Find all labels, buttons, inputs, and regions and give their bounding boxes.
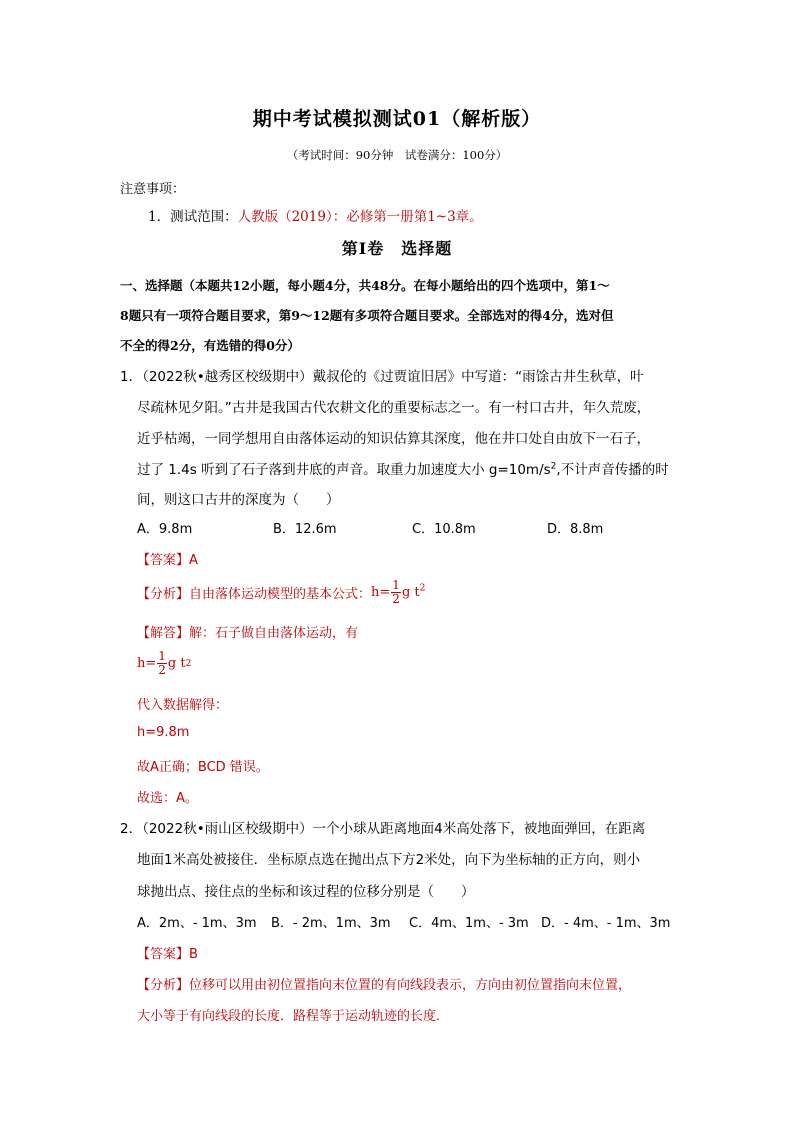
q1-substitute: 代入数据解得： xyxy=(137,698,229,713)
formula-fraction xyxy=(157,650,167,677)
q2-line-3: 球抛出点、接住点的坐标和该过程的位移分别是（ ） xyxy=(137,884,475,900)
q1-line-2: 尽疏林见夕阳。”古井是我国古代农耕文化的重要标志之一。有一村口古井，年久荒废， xyxy=(137,400,651,416)
q1-line-3: 近乎枯竭，一同学想用自由落体运动的知识估算其深度，他在井口处自由放下一石子， xyxy=(137,431,650,447)
instruction-line-1: 一、选择题（本题共12小题，每小题4分，共48分。在每小题给出的四个选项中，第1～ xyxy=(120,278,610,293)
q2-answer-value: B xyxy=(189,947,198,962)
q1-line-4 xyxy=(137,458,669,478)
formula-h: h= xyxy=(137,656,157,671)
q1-answer xyxy=(137,549,198,568)
q2-analysis-tag: 【分析】 xyxy=(137,978,190,993)
q2-line-2: 地面1米高处被接住．坐标原点选在抛出点下方2米处，向下为坐标轴的正方向，则小 xyxy=(137,852,641,868)
q1-solution-formula xyxy=(137,650,191,677)
q2-option-d: D．- 4m、- 1m、3m xyxy=(541,916,671,931)
q1-analysis-tag: 【分析】 xyxy=(137,587,190,602)
notice-heading: 注意事项： xyxy=(120,182,186,197)
q1-option-b: B．12.6m xyxy=(273,522,337,537)
q2-answer-tag: 【答案】 xyxy=(137,947,190,962)
formula-denominator: 2 xyxy=(158,663,166,677)
formula-gt: g t xyxy=(401,585,420,600)
formula-numerator: 1 xyxy=(158,649,166,663)
q1-choose: 故选：A。 xyxy=(137,791,198,806)
page-title: 期中考试模拟测试01（解析版） xyxy=(252,108,542,130)
formula-numerator: 1 xyxy=(392,578,400,592)
q1-line-4-tail: ,不计声音传播的时 xyxy=(556,462,669,478)
formula-fraction xyxy=(391,579,401,606)
q1-solution-text: 解：石子做自由落体运动，有 xyxy=(189,626,359,641)
q1-line-4-sup: 2 xyxy=(550,461,557,472)
instruction-line-3: 不全的得2分，有选错的得0分） xyxy=(120,338,300,353)
q2-option-a: A．2m、- 1m、3m xyxy=(137,916,257,931)
q2-option-c: C．4m、1m、- 3m xyxy=(409,916,529,931)
q2-option-b: B．- 2m、1m、3m xyxy=(271,916,391,931)
formula-exponent: 2 xyxy=(419,583,426,594)
notice-item-1-prefix: 1．测试范围： xyxy=(148,209,238,225)
q1-option-d: D．8.8m xyxy=(547,522,604,537)
q1-answer-value: A xyxy=(189,553,198,568)
formula-h: h= xyxy=(371,585,391,600)
q2-analysis-line-2: 大小等于有向线段的长度．路程等于运动轨迹的长度． xyxy=(137,1009,450,1024)
notice-item-1 xyxy=(148,205,483,225)
q2-analysis-line-1 xyxy=(137,974,631,993)
q2-analysis-text-1: 位移可以用由初位置指向末位置的有向线段表示，方向由初位置指向末位置， xyxy=(189,978,632,993)
instruction-line-2: 8题只有一项符合题目要求，第9～12题有多项符合题目要求。全部选对的得4分，选对但 xyxy=(120,308,614,323)
q2-answer xyxy=(137,943,198,962)
q1-line-1: 1．（2022秋•越秀区校级期中）戴叔伦的《过贾谊旧居》中写道：“雨馀古井生秋草，叶 xyxy=(120,369,644,385)
q1-answer-tag: 【答案】 xyxy=(137,553,190,568)
q1-solution-tag: 【解答】 xyxy=(137,626,190,641)
q1-option-a: A．9.8m xyxy=(137,522,193,537)
section-title: 第Ⅰ卷 选择题 xyxy=(341,239,453,258)
notice-item-1-scope: 人教版（2019）：必修第一册第1~3章。 xyxy=(237,209,483,225)
formula-denominator: 2 xyxy=(392,592,400,606)
q1-result: h=9.8m xyxy=(137,725,190,740)
q1-analysis-formula xyxy=(371,579,425,606)
q1-line-5: 间，则这口古井的深度为（ ） xyxy=(137,492,340,508)
q1-option-c: C．10.8m xyxy=(412,522,476,537)
q1-analysis-text: 自由落体运动模型的基本公式： xyxy=(189,587,372,602)
formula-gt: g t xyxy=(167,656,186,671)
q1-solution xyxy=(137,622,358,641)
formula-exponent: 2 xyxy=(185,658,192,669)
q1-conclusion: 故A正确；BCD 错误。 xyxy=(137,760,269,775)
q2-line-1: 2．（2022秋•雨山区校级期中）一个小球从距离地面4米高处落下，被地面弹回，在距离 xyxy=(120,821,646,837)
q1-line-4-text: 过了 1.4s 听到了石子落到井底的声音。取重力加速度大小 g=10m/s xyxy=(137,462,551,478)
exam-info: （考试时间：90分钟 试卷满分：100分） xyxy=(286,148,508,162)
q1-analysis xyxy=(137,579,425,606)
